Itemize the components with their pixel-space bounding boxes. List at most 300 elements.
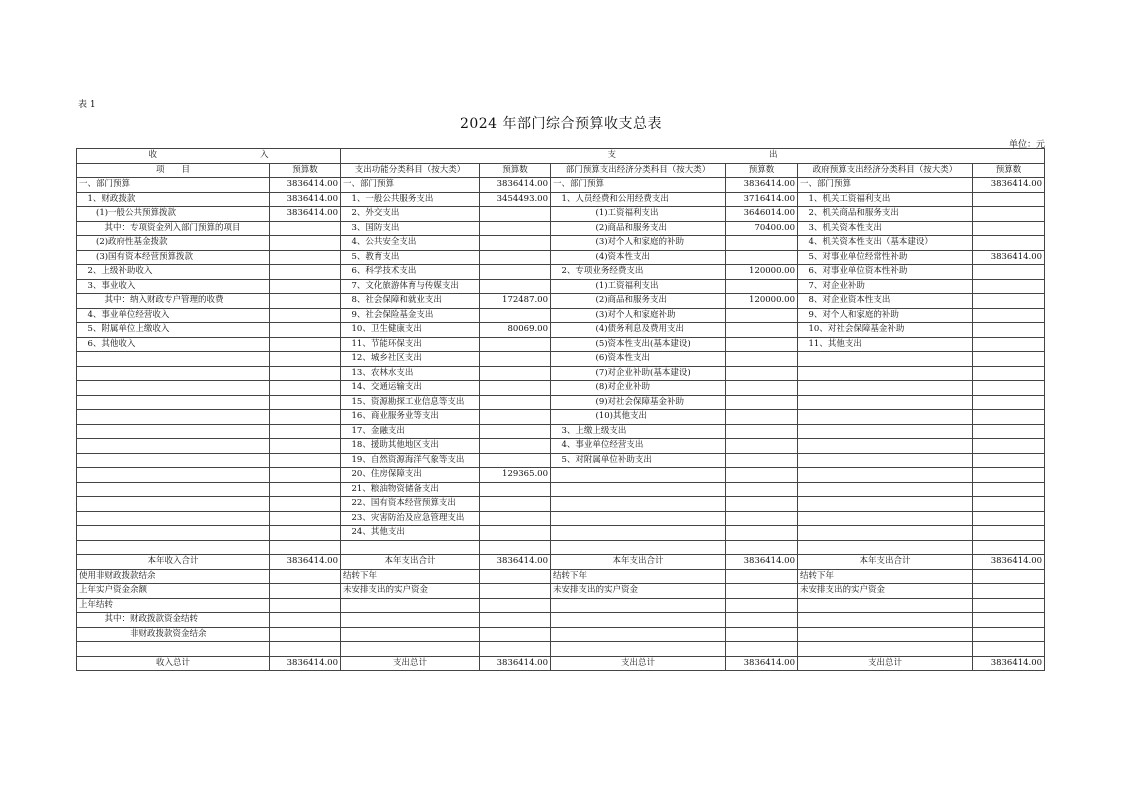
table-row	[77, 192, 1045, 207]
cell-income-item: (3)国有资本经营预算拨款	[77, 250, 270, 265]
cell-functional-item: 15、资源勘探工业信息等支出	[341, 395, 480, 410]
cell-income-item: 本年收入合计	[77, 555, 270, 570]
section-header-row	[77, 149, 1045, 164]
table-row	[77, 410, 1045, 425]
cell-dept-economic-item: (4)资本性支出	[551, 250, 726, 265]
cell-dept-economic-amount	[726, 482, 798, 497]
cell-functional-amount	[480, 352, 551, 367]
cell-functional-amount: 80069.00	[480, 323, 551, 338]
cell-dept-economic-item: 未安排支出的实户资金	[551, 584, 726, 599]
cell-functional-item: 一、部门预算	[341, 178, 480, 193]
cell-gov-economic-amount	[973, 569, 1045, 584]
cell-dept-economic-item: (1)工资福利支出	[551, 207, 726, 222]
col-header-income-item: 项 目	[77, 163, 270, 178]
cell-gov-economic-amount	[973, 497, 1045, 512]
col-header-dept-economic-amount: 预算数	[726, 163, 798, 178]
cell-dept-economic-item: 一、部门预算	[551, 178, 726, 193]
cell-dept-economic-item: (4)债务利息及费用支出	[551, 323, 726, 338]
cell-dept-economic-amount	[726, 468, 798, 483]
cell-functional-amount	[480, 395, 551, 410]
cell-income-item: 4、事业单位经营收入	[77, 308, 270, 323]
cell-dept-economic-item	[551, 598, 726, 613]
cell-dept-economic-amount	[726, 598, 798, 613]
cell-functional-item: 未安排支出的实户资金	[341, 584, 480, 599]
cell-gov-economic-item: 本年支出合计	[798, 555, 973, 570]
cell-income-amount	[270, 540, 341, 555]
col-header-dept-economic: 部门预算支出经济分类科目（按大类）	[551, 163, 726, 178]
cell-dept-economic-amount: 120000.00	[726, 265, 798, 280]
cell-gov-economic-item	[798, 366, 973, 381]
cell-functional-amount	[480, 613, 551, 628]
cell-functional-item: 21、粮油物资储备支出	[341, 482, 480, 497]
cell-functional-amount	[480, 337, 551, 352]
cell-functional-item: 11、节能环保支出	[341, 337, 480, 352]
cell-dept-economic-item: (6)资本性支出	[551, 352, 726, 367]
cell-income-item	[77, 366, 270, 381]
cell-income-amount	[270, 352, 341, 367]
cell-functional-amount: 172487.00	[480, 294, 551, 309]
cell-dept-economic-amount	[726, 453, 798, 468]
cell-income-item: 其中：纳入财政专户管理的收费	[77, 294, 270, 309]
cell-dept-economic-amount: 70400.00	[726, 221, 798, 236]
table-row	[77, 250, 1045, 265]
cell-dept-economic-amount	[726, 410, 798, 425]
cell-gov-economic-amount: 3836414.00	[973, 555, 1045, 570]
cell-functional-item: 2、外交支出	[341, 207, 480, 222]
cell-gov-economic-item: 11、其他支出	[798, 337, 973, 352]
cell-gov-economic-amount	[973, 395, 1045, 410]
cell-functional-amount	[480, 439, 551, 454]
cell-dept-economic-item: (7)对企业补助(基本建设)	[551, 366, 726, 381]
cell-dept-economic-item: (2)商品和服务支出	[551, 221, 726, 236]
table-row	[77, 627, 1045, 642]
cell-functional-amount	[480, 424, 551, 439]
cell-gov-economic-item: 结转下年	[798, 569, 973, 584]
cell-functional-item: 9、社会保险基金支出	[341, 308, 480, 323]
cell-income-amount	[270, 468, 341, 483]
budget-summary-table	[76, 148, 1045, 671]
cell-dept-economic-item	[551, 468, 726, 483]
cell-income-item: 收入总计	[77, 656, 270, 671]
cell-income-item: 其中：专项资金列入部门预算的项目	[77, 221, 270, 236]
cell-gov-economic-item	[798, 497, 973, 512]
cell-gov-economic-amount: 3836414.00	[973, 250, 1045, 265]
cell-functional-amount	[480, 265, 551, 280]
cell-dept-economic-amount	[726, 352, 798, 367]
cell-dept-economic-amount	[726, 279, 798, 294]
cell-income-amount	[270, 279, 341, 294]
income-section-header	[77, 149, 341, 164]
cell-functional-item: 6、科学技术支出	[341, 265, 480, 280]
cell-functional-amount	[480, 584, 551, 599]
table-row	[77, 279, 1045, 294]
cell-functional-amount	[480, 236, 551, 251]
cell-dept-economic-amount	[726, 584, 798, 599]
cell-gov-economic-amount	[973, 439, 1045, 454]
cell-dept-economic-amount	[726, 540, 798, 555]
cell-dept-economic-amount	[726, 511, 798, 526]
grand-total-row	[77, 656, 1045, 671]
cell-dept-economic-item	[551, 497, 726, 512]
cell-income-amount: 3836414.00	[270, 192, 341, 207]
cell-income-amount	[270, 294, 341, 309]
cell-dept-economic-item	[551, 613, 726, 628]
table-row	[77, 323, 1045, 338]
cell-dept-economic-item: (9)对社会保障基金补助	[551, 395, 726, 410]
table-row	[77, 439, 1045, 454]
cell-functional-item: 18、援助其他地区支出	[341, 439, 480, 454]
cell-income-amount	[270, 366, 341, 381]
table-row	[77, 366, 1045, 381]
cell-functional-amount: 3836414.00	[480, 555, 551, 570]
cell-functional-amount	[480, 366, 551, 381]
cell-functional-item: 8、社会保障和就业支出	[341, 294, 480, 309]
cell-income-item: 其中：财政拨款资金结转	[77, 613, 270, 628]
cell-functional-amount	[480, 511, 551, 526]
col-header-functional-amount: 预算数	[480, 163, 551, 178]
cell-functional-item: 19、自然资源海洋气象等支出	[341, 453, 480, 468]
cell-gov-economic-amount	[973, 294, 1045, 309]
cell-gov-economic-item: 3、机关资本性支出	[798, 221, 973, 236]
cell-income-item	[77, 424, 270, 439]
cell-dept-economic-amount	[726, 366, 798, 381]
cell-functional-amount	[480, 642, 551, 657]
cell-income-amount	[270, 381, 341, 396]
table-row	[77, 642, 1045, 657]
cell-functional-item	[341, 613, 480, 628]
cell-gov-economic-item: 9、对个人和家庭的补助	[798, 308, 973, 323]
cell-dept-economic-amount	[726, 439, 798, 454]
cell-income-item	[77, 381, 270, 396]
cell-functional-item: 3、国防支出	[341, 221, 480, 236]
cell-income-amount	[270, 308, 341, 323]
cell-dept-economic-item: (5)资本性支出(基本建设)	[551, 337, 726, 352]
table-row	[77, 381, 1045, 396]
cell-dept-economic-item	[551, 511, 726, 526]
cell-income-amount: 3836414.00	[270, 178, 341, 193]
table-row	[77, 265, 1045, 280]
cell-income-amount	[270, 613, 341, 628]
cell-dept-economic-item: (8)对企业补助	[551, 381, 726, 396]
cell-gov-economic-amount	[973, 352, 1045, 367]
cell-income-item	[77, 439, 270, 454]
table-row	[77, 584, 1045, 599]
cell-functional-amount: 3454493.00	[480, 192, 551, 207]
cell-income-amount	[270, 627, 341, 642]
table-row	[77, 511, 1045, 526]
table-row	[77, 236, 1045, 251]
cell-gov-economic-amount: 3836414.00	[973, 656, 1045, 671]
cell-gov-economic-amount	[973, 366, 1045, 381]
cell-income-item: 2、上级补助收入	[77, 265, 270, 280]
cell-functional-item: 7、文化旅游体育与传媒支出	[341, 279, 480, 294]
cell-functional-item: 22、国有资本经营预算支出	[341, 497, 480, 512]
table-row	[77, 482, 1045, 497]
cell-gov-economic-amount	[973, 221, 1045, 236]
cell-functional-item: 13、农林水支出	[341, 366, 480, 381]
cell-income-item	[77, 468, 270, 483]
table-row	[77, 352, 1045, 367]
cell-dept-economic-item	[551, 642, 726, 657]
cell-gov-economic-item	[798, 598, 973, 613]
cell-dept-economic-amount	[726, 236, 798, 251]
cell-dept-economic-item: (3)对个人和家庭补助	[551, 308, 726, 323]
table-row	[77, 453, 1045, 468]
cell-gov-economic-amount	[973, 540, 1045, 555]
income-char-1: 收	[148, 150, 158, 161]
cell-dept-economic-amount	[726, 497, 798, 512]
cell-gov-economic-item	[798, 410, 973, 425]
cell-functional-amount	[480, 497, 551, 512]
cell-dept-economic-item: 结转下年	[551, 569, 726, 584]
cell-functional-amount	[480, 221, 551, 236]
cell-income-amount	[270, 410, 341, 425]
cell-functional-item: 本年支出合计	[341, 555, 480, 570]
cell-gov-economic-item: 支出总计	[798, 656, 973, 671]
cell-gov-economic-item	[798, 395, 973, 410]
cell-gov-economic-item	[798, 526, 973, 541]
cell-income-item: (1)一般公共预算拨款	[77, 207, 270, 222]
col-header-gov-economic: 政府预算支出经济分类科目（按大类）	[798, 163, 973, 178]
cell-functional-amount	[480, 627, 551, 642]
table-number: 表 1	[78, 100, 96, 110]
table-body	[77, 149, 1045, 671]
cell-dept-economic-item	[551, 526, 726, 541]
cell-income-item	[77, 352, 270, 367]
cell-income-item	[77, 395, 270, 410]
cell-dept-economic-amount	[726, 627, 798, 642]
cell-dept-economic-item: 本年支出合计	[551, 555, 726, 570]
cell-dept-economic-item: 2、专项业务经费支出	[551, 265, 726, 280]
col-header-income-amount: 预算数	[270, 163, 341, 178]
cell-gov-economic-amount	[973, 236, 1045, 251]
cell-gov-economic-item: 未安排支出的实户资金	[798, 584, 973, 599]
cell-gov-economic-amount	[973, 482, 1045, 497]
cell-income-item: 非财政拨款资金结余	[77, 627, 270, 642]
cell-gov-economic-amount	[973, 265, 1045, 280]
cell-functional-item: 24、其他支出	[341, 526, 480, 541]
cell-gov-economic-amount	[973, 323, 1045, 338]
cell-gov-economic-item	[798, 424, 973, 439]
cell-gov-economic-item	[798, 482, 973, 497]
cell-dept-economic-item	[551, 482, 726, 497]
cell-gov-economic-item	[798, 453, 973, 468]
cell-income-amount	[270, 569, 341, 584]
cell-functional-amount	[480, 279, 551, 294]
unit-label: 单位：元	[1008, 140, 1045, 150]
table-row	[77, 221, 1045, 236]
cell-dept-economic-item: (3)对个人和家庭的补助	[551, 236, 726, 251]
cell-income-item: 使用非财政拨款结余	[77, 569, 270, 584]
cell-gov-economic-item: 一、部门预算	[798, 178, 973, 193]
table-row	[77, 598, 1045, 613]
cell-income-amount	[270, 453, 341, 468]
cell-gov-economic-item: 8、对企业资本性支出	[798, 294, 973, 309]
cell-income-item: 3、事业收入	[77, 279, 270, 294]
cell-income-amount	[270, 337, 341, 352]
cell-functional-item: 结转下年	[341, 569, 480, 584]
cell-income-amount	[270, 395, 341, 410]
cell-income-amount: 3836414.00	[270, 555, 341, 570]
cell-income-item: 6、其他收入	[77, 337, 270, 352]
income-char-2: 入	[259, 150, 269, 161]
cell-dept-economic-amount: 3646014.00	[726, 207, 798, 222]
cell-dept-economic-item: (1)工资福利支出	[551, 279, 726, 294]
table-row	[77, 613, 1045, 628]
cell-dept-economic-item: 4、事业单位经营支出	[551, 439, 726, 454]
cell-functional-amount: 3836414.00	[480, 656, 551, 671]
col-header-gov-economic-amount: 预算数	[973, 163, 1045, 178]
col-header-functional: 支出功能分类科目（按大类）	[341, 163, 480, 178]
cell-income-amount	[270, 265, 341, 280]
cell-gov-economic-amount	[973, 468, 1045, 483]
cell-functional-amount	[480, 308, 551, 323]
cell-functional-item	[341, 627, 480, 642]
cell-income-item: 一、部门预算	[77, 178, 270, 193]
cell-dept-economic-item: 1、人员经费和公用经费支出	[551, 192, 726, 207]
cell-dept-economic-amount: 3836414.00	[726, 178, 798, 193]
cell-gov-economic-item: 6、对事业单位资本性补助	[798, 265, 973, 280]
cell-income-amount	[270, 598, 341, 613]
expense-char-1: 支	[607, 150, 617, 161]
cell-dept-economic-amount: 3716414.00	[726, 192, 798, 207]
cell-dept-economic-amount	[726, 250, 798, 265]
cell-dept-economic-amount	[726, 308, 798, 323]
cell-income-amount: 3836414.00	[270, 656, 341, 671]
cell-income-item	[77, 482, 270, 497]
cell-gov-economic-item	[798, 381, 973, 396]
table-row	[77, 178, 1045, 193]
cell-gov-economic-item	[798, 613, 973, 628]
cell-dept-economic-amount	[726, 526, 798, 541]
cell-dept-economic-amount	[726, 323, 798, 338]
cell-gov-economic-item	[798, 439, 973, 454]
cell-gov-economic-amount	[973, 453, 1045, 468]
table-row	[77, 540, 1045, 555]
cell-gov-economic-item: 2、机关商品和服务支出	[798, 207, 973, 222]
cell-income-amount	[270, 221, 341, 236]
table-row	[77, 308, 1045, 323]
cell-income-amount	[270, 482, 341, 497]
cell-gov-economic-amount	[973, 308, 1045, 323]
cell-dept-economic-amount	[726, 381, 798, 396]
cell-gov-economic-amount	[973, 279, 1045, 294]
cell-gov-economic-amount	[973, 598, 1045, 613]
cell-dept-economic-amount: 3836414.00	[726, 656, 798, 671]
cell-income-item: 上年实户资金余额	[77, 584, 270, 599]
cell-gov-economic-item	[798, 540, 973, 555]
cell-income-amount	[270, 236, 341, 251]
cell-dept-economic-amount	[726, 569, 798, 584]
cell-income-amount	[270, 439, 341, 454]
cell-functional-amount	[480, 526, 551, 541]
cell-gov-economic-amount	[973, 584, 1045, 599]
cell-gov-economic-item: 10、对社会保障基金补助	[798, 323, 973, 338]
table-row	[77, 424, 1045, 439]
cell-income-item: 1、财政拨款	[77, 192, 270, 207]
cell-income-item: 5、附属单位上缴收入	[77, 323, 270, 338]
cell-functional-item: 4、公共安全支出	[341, 236, 480, 251]
cell-income-item: 上年结转	[77, 598, 270, 613]
cell-income-amount	[270, 250, 341, 265]
cell-gov-economic-amount	[973, 424, 1045, 439]
cell-income-amount	[270, 526, 341, 541]
cell-functional-amount	[480, 207, 551, 222]
cell-functional-amount	[480, 453, 551, 468]
cell-gov-economic-amount	[973, 192, 1045, 207]
cell-functional-item: 支出总计	[341, 656, 480, 671]
table-row	[77, 395, 1045, 410]
cell-dept-economic-item	[551, 540, 726, 555]
cell-dept-economic-amount	[726, 337, 798, 352]
cell-functional-item	[341, 642, 480, 657]
cell-gov-economic-amount	[973, 381, 1045, 396]
cell-dept-economic-item: 3、上缴上级支出	[551, 424, 726, 439]
table-row	[77, 526, 1045, 541]
table-row	[77, 337, 1045, 352]
cell-functional-amount	[480, 482, 551, 497]
cell-dept-economic-item: 5、对附属单位补助支出	[551, 453, 726, 468]
cell-income-item: (2)政府性基金拨款	[77, 236, 270, 251]
cell-functional-item: 10、卫生健康支出	[341, 323, 480, 338]
cell-income-item	[77, 453, 270, 468]
cell-functional-item	[341, 540, 480, 555]
cell-income-item	[77, 642, 270, 657]
cell-gov-economic-amount	[973, 642, 1045, 657]
cell-gov-economic-amount	[973, 627, 1045, 642]
cell-income-amount	[270, 642, 341, 657]
cell-gov-economic-amount	[973, 526, 1045, 541]
cell-income-item	[77, 410, 270, 425]
cell-income-item	[77, 526, 270, 541]
cell-dept-economic-amount: 3836414.00	[726, 555, 798, 570]
cell-income-amount	[270, 424, 341, 439]
year-total-row	[77, 555, 1045, 570]
cell-dept-economic-amount	[726, 424, 798, 439]
cell-gov-economic-item: 4、机关资本性支出（基本建设）	[798, 236, 973, 251]
cell-functional-amount	[480, 381, 551, 396]
cell-functional-amount	[480, 250, 551, 265]
cell-gov-economic-item	[798, 352, 973, 367]
cell-dept-economic-amount	[726, 642, 798, 657]
cell-income-item	[77, 511, 270, 526]
cell-functional-amount	[480, 540, 551, 555]
cell-functional-item: 23、灾害防治及应急管理支出	[341, 511, 480, 526]
cell-functional-item: 14、交通运输支出	[341, 381, 480, 396]
cell-dept-economic-item	[551, 627, 726, 642]
cell-gov-economic-item	[798, 511, 973, 526]
cell-dept-economic-item: 支出总计	[551, 656, 726, 671]
cell-income-amount	[270, 497, 341, 512]
cell-dept-economic-amount: 120000.00	[726, 294, 798, 309]
cell-dept-economic-item: (10)其他支出	[551, 410, 726, 425]
cell-functional-item: 12、城乡社区支出	[341, 352, 480, 367]
table-row	[77, 294, 1045, 309]
cell-functional-amount	[480, 410, 551, 425]
cell-dept-economic-item: (2)商品和服务支出	[551, 294, 726, 309]
cell-income-amount	[270, 511, 341, 526]
cell-income-item	[77, 540, 270, 555]
cell-income-amount	[270, 584, 341, 599]
cell-functional-item: 16、商业服务业等支出	[341, 410, 480, 425]
cell-gov-economic-amount	[973, 511, 1045, 526]
expense-section-header	[341, 149, 1045, 164]
cell-gov-economic-item	[798, 468, 973, 483]
cell-functional-amount	[480, 598, 551, 613]
table-row	[77, 468, 1045, 483]
expense-char-2: 出	[769, 150, 778, 161]
cell-functional-item: 17、金融支出	[341, 424, 480, 439]
